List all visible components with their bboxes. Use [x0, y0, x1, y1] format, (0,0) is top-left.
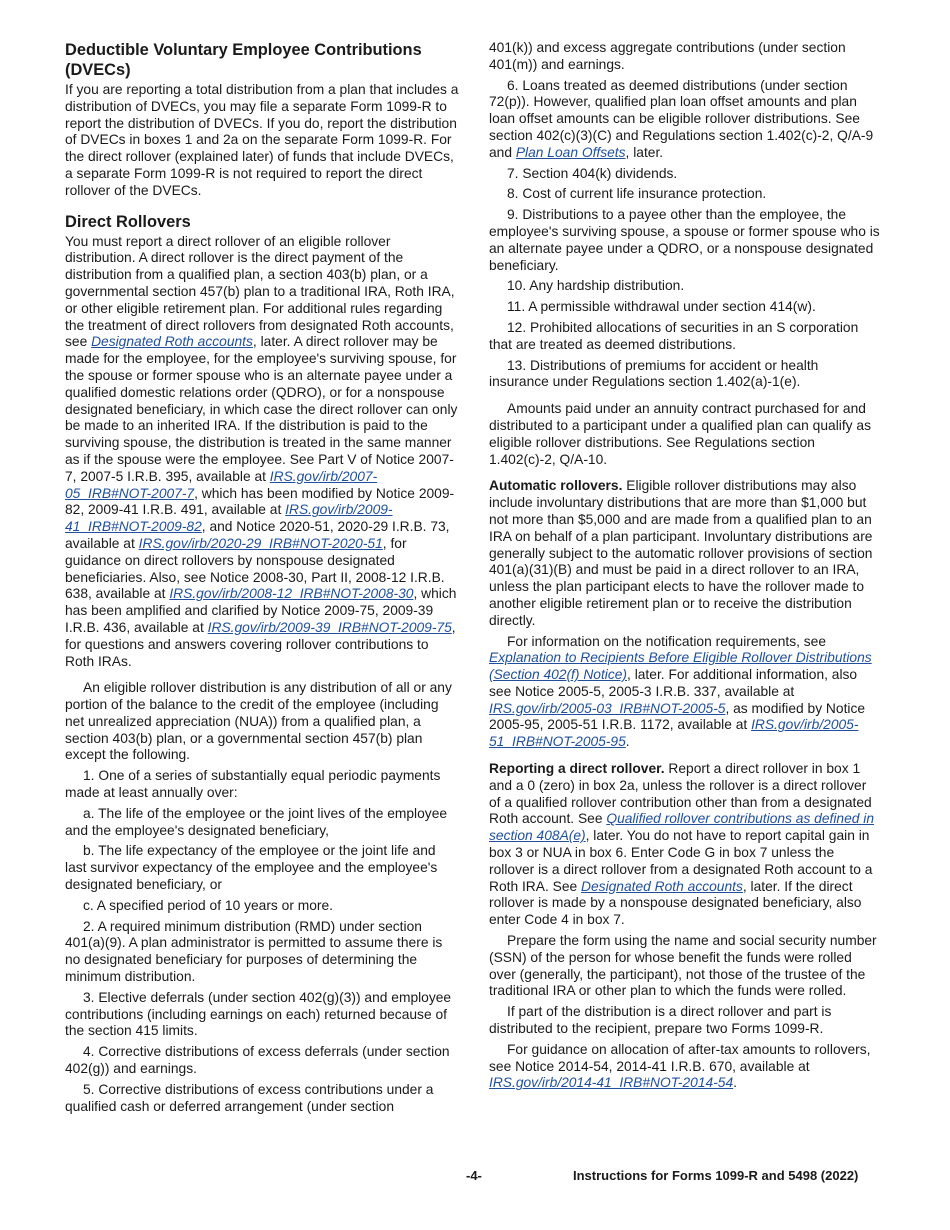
reporting-direct-rollover-paragraph: Reporting a direct rollover. Report a direct rollover in box 1 and a 0 (zero) in box 2a, unless the rollover is a direct rollover of a qualified rollover contribution other than from a designated Roth account. See Qualified rollover contributions as defined in section 408A(e), later. You do not have to report capital gain in box 3 or NUA in box 6. Enter Code G in box 7 unless the rollover is a direct rollover from a designated Roth account to a Roth IRA. See Designated Roth accounts, later. If the direct rollover is made by a nonspouse designated beneficiary, also enter Code 4 in box 7. [489, 761, 875, 928]
page-number: -4- [466, 1168, 482, 1183]
direct-rollovers-paragraph: You must report a direct rollover of an eligible rollover distribution. A direct rollover is the direct payment of the distribution from a qualified plan, a section 403(b) plan, or a governmental section 457(b) plan to a traditional IRA, Roth IRA, or other eligible retirement plan. For additional rules regarding the treatment of direct rollovers from designated Roth accounts, see Designated Roth accounts, later. A direct rollover may be made for the employee, for the employee's surviving spouse, for the spouse or former spouse who is an alternate payee under a qualified domestic relations order (QDRO), or for a nonspouse designated beneficiary, in which case the direct rollover can only be made to an inherited IRA. If the distribution is paid to the surviving spouse, the distribution is treated in the same manner as if the spouse were the employee. See Part V of Notice 2007-7, 2007-5 I.R.B. 395, available at IRS.gov/irb/2007-05_IRB#NOT-2007-7, which has been modified by Notice 2009-82, 2009-41 I.R.B. 491, available at IRS.gov/irb/2009-41_IRB#NOT-2009-82, and Notice 2020-51, 2020-29 I.R.B. 73, available at IRS.gov/irb/2020-29_IRB#NOT-2020-51, for guidance on direct rollovers by nonspouse designated beneficiaries. Also, see Notice 2008-30, Part II, 2008-12 I.R.B. 638, available at IRS.gov/irb/2008-12_IRB#NOT-2008-30, which has been amplified and clarified by Notice 2009-75, 2009-39 I.R.B. 436, available at IRS.gov/irb/2009-39_IRB#NOT-2009-75, for questions and answers covering rollover contributions to Roth IRAs. [65, 233, 458, 669]
automatic-rollovers-paragraph: Automatic rollovers. Eligible rollover distributions may also include involuntary distributions that are more than $1,000 but not more than $5,000 and are made from a qualified plan to an IRA on behalf of a plan participant. Involuntary distributions are generally subject to the automatic rollover provisions of section 401(a)(31)(B) and must be paid in a direct rollover to an IRA, unless the plan participant elects to have the rollover made to another eligible retirement plan or to receive the distribution directly. [489, 478, 873, 628]
dvecs-heading: Deductible Voluntary Employee Contributions (DVECs) [65, 41, 422, 79]
notice-2009-82-link[interactable]: IRS.gov/irb/2009-41_IRB#NOT-2009-82 [65, 502, 393, 535]
annuity-paragraph: Amounts paid under an annuity contract purchased for and distributed to a participant under a qualified plan can qualify as eligible rollover distributions. See Regulations section 1.402(c)-2, Q/A-10. [489, 401, 871, 467]
exception-item-4: 4. Corrective distributions of excess deferrals (under section 402(g)) and earnings. [65, 1044, 450, 1077]
exception-item-11: 11. A permissible withdrawal under section 414(w). [507, 299, 816, 315]
left-column [65, 40, 460, 1119]
right-column [489, 40, 881, 1096]
eligible-rollover-paragraph: An eligible rollover distribution is any distribution of all or any portion of the balance to the credit of the employee (including net unrealized appreciation (NUA)) from a qualified plan, a section 403(b) plan, or a governmental section 457(b) plan except the following. [65, 680, 452, 763]
exception-item-1a: a. The life of the employee or the joint lives of the employee and the employee's designated beneficiary, [65, 805, 448, 838]
exception-item-12: 12. Prohibited allocations of securities in an S corporation that are treated as deemed distributions. [489, 319, 859, 352]
notice-2014-54-link[interactable]: IRS.gov/irb/2014-41_IRB#NOT-2014-54 [489, 1075, 734, 1091]
notification-paragraph: For information on the notification requirements, see Explanation to Recipients Before Eligible Rollover Distributions (Section 402(f) Notice), later. For additional information, also see Notice 2005-5, 2005-3 I.R.B. 337, available at IRS.gov/irb/2005-03_IRB#NOT-2005-5, as modified by Notice 2005-95, 2005-51 I.R.B. 1172, available at IRS.gov/irb/2005-51_IRB#NOT-2005-95. [489, 633, 872, 750]
plan-loan-offsets-link[interactable]: Plan Loan Offsets [515, 144, 626, 160]
reporting-direct-rollover-heading: Reporting a direct rollover. [489, 761, 665, 777]
notice-2005-95-link[interactable]: IRS.gov/irb/2005-51_IRB#NOT-2005-95 [489, 717, 859, 750]
exception-item-10: 10. Any hardship distribution. [507, 278, 685, 294]
explanation-to-recipients-link[interactable]: Explanation to Recipients Before Eligible Rollover Distributions (Section 402(f) Notice) [489, 650, 872, 683]
qualified-rollover-contributions-link[interactable]: Qualified rollover contributions as defined in section 408A(e) [489, 811, 875, 844]
exception-item-1: 1. One of a series of substantially equal periodic payments made at least annually over: [65, 768, 441, 801]
after-tax-guidance-paragraph: For guidance on allocation of after-tax amounts to rollovers, see Notice 2014-54, 2014-41 I.R.B. 670, available at IRS.gov/irb/2014-41_IRB#NOT-2014-54. [489, 1041, 871, 1091]
direct-rollovers-heading: Direct Rollovers [65, 212, 191, 231]
exception-item-1c: c. A specified period of 10 years or more. [83, 897, 334, 913]
notice-2005-5-link[interactable]: IRS.gov/irb/2005-03_IRB#NOT-2005-5 [489, 700, 726, 716]
exception-item-1b: b. The life expectancy of the employee or the joint life and last survivor expectancy of the employee and the employee's designated beneficiary, or [65, 843, 438, 893]
exception-item-9: 9. Distributions to a payee other than the employee, the employee's surviving spouse, a spouse or former spouse who is an alternate payee under a QDRO, or a nonspouse designated beneficiary. [489, 207, 880, 273]
exception-item-7: 7. Section 404(k) dividends. [507, 165, 678, 181]
two-forms-paragraph: If part of the distribution is a direct rollover and part is distributed to the recipient, prepare two Forms 1099-R. [489, 1004, 832, 1037]
notice-2008-30-link[interactable]: IRS.gov/irb/2008-12_IRB#NOT-2008-30 [169, 586, 414, 602]
automatic-rollovers-heading: Automatic rollovers. [489, 478, 623, 494]
exception-item-3: 3. Elective deferrals (under section 402(g)(3)) and employee contributions (including earnings on each) returned because of the section 415 limits. [65, 989, 452, 1039]
prepare-form-paragraph: Prepare the form using the name and social security number (SSN) of the person for whose benefit the funds were rolled over (generally, the participant), not those of the trustee of the traditional IRA or other plan to which the funds were rolled. [489, 933, 877, 999]
designated-roth-accounts-link[interactable]: Designated Roth accounts [91, 334, 253, 350]
dvecs-paragraph: If you are reporting a total distribution from a plan that includes a distribution of DVECs, you may file a separate Form 1099-R to report the distribution of DVECs. If you do, report the distribution of DVECs in boxes 1 and 2a on the separate Form 1099-R. For the direct rollover (explained later) of funds that include DVECs, a separate Form 1099-R is not required to report the direct rollover of the DVECs. [65, 82, 459, 198]
exception-item-2: 2. A required minimum distribution (RMD) under section 401(a)(9). A plan administrator is permitted to assume there is no designated beneficiary for purposes of determining the minimum distribution. [65, 918, 443, 985]
exception-item-6: 6. Loans treated as deemed distributions (under section 72(p)). However, qualified plan loan offset amounts and plan loan offset amounts can be eligible rollover distributions. See section 402(c)(3)(C) and Regulations section 1.402(c)-2, Q/A-9 and Plan Loan Offsets, later. [489, 77, 874, 160]
notice-2007-7-link[interactable]: IRS.gov/irb/2007-05_IRB#NOT-2007-7 [65, 468, 378, 501]
exception-item-8: 8. Cost of current life insurance protection. [507, 186, 767, 202]
footer-title: Instructions for Forms 1099-R and 5498 (2022) [573, 1168, 859, 1183]
exception-item-5: 5. Corrective distributions of excess contributions under a qualified cash or deferred arrangement (under section [65, 1081, 434, 1114]
designated-roth-accounts-link-2[interactable]: Designated Roth accounts [581, 878, 743, 894]
notice-2020-51-link[interactable]: IRS.gov/irb/2020-29_IRB#NOT-2020-51 [138, 535, 383, 551]
exception-item-5-continued: 401(k)) and excess aggregate contributions (under section 401(m)) and earnings. [489, 40, 846, 72]
notice-2009-75-link[interactable]: IRS.gov/irb/2009-39_IRB#NOT-2009-75 [207, 619, 452, 635]
exception-item-13: 13. Distributions of premiums for accident or health insurance under Regulations section 1.402(a)-1(e). [489, 357, 819, 390]
